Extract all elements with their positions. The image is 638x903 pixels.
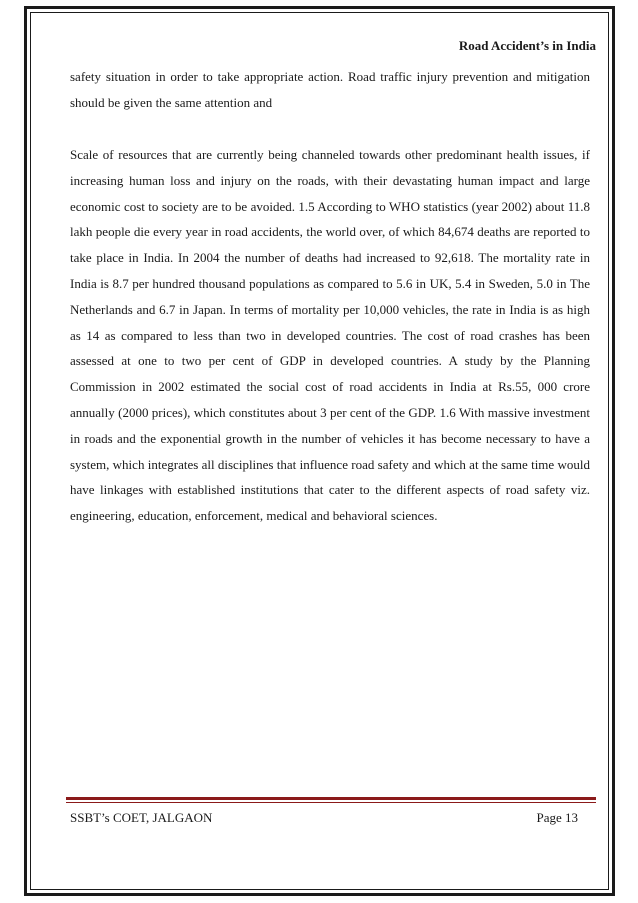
footer-rule-thin [66, 802, 596, 803]
running-header: Road Accident’s in India [458, 38, 596, 53]
footer-page-number: Page 13 [536, 810, 578, 825]
paragraph-continuation: safety situation in order to take appropriate action. Road traffic injury prevention and mitigation should be given the same attention and [70, 69, 590, 110]
footer-rule-thick [66, 797, 596, 800]
paragraph-main: Scale of resources that are currently being channeled towards other predominant health issues, if increasing human loss and injury on the roads, with their devastating human impact and large economic cost to society are to be avoided. 1.5 According to WHO statistics (year 2002) about 11.8 lakh people die every year in road accidents, the world over, of which 84,674 deaths are reported to take place in India. In 2004 the number of deaths had increased to 92,618. The mortality rate in India is 8.7 per hundred thousand populations as compared to 5.6 in UK, 5.4 in Sweden, 5.0 in The Netherlands and 6.7 in Japan. In terms of mortality per 10,000 vehicles, the rate in India is as high as 14 as compared to less than two in developed countries. The cost of road crashes has been assessed at one to two per cent of GDP in developed countries. A study by the Planning Commission in 2002 estimated the social cost of road accidents in India at Rs.55, 000 crore annually (2000 prices), which constitutes about 3 per cent of the GDP. 1.6 With massive investment in roads and the exponential growth in the number of vehicles it has become necessary to have a system, which integrates all disciplines that influence road safety and which at the same time would have linkages with established institutions that cater to the different aspects of road safety viz. engineering, education, enforcement, medical and behavioral sciences. [70, 147, 590, 524]
footer-institution: SSBT’s COET, JALGAON [70, 810, 213, 825]
